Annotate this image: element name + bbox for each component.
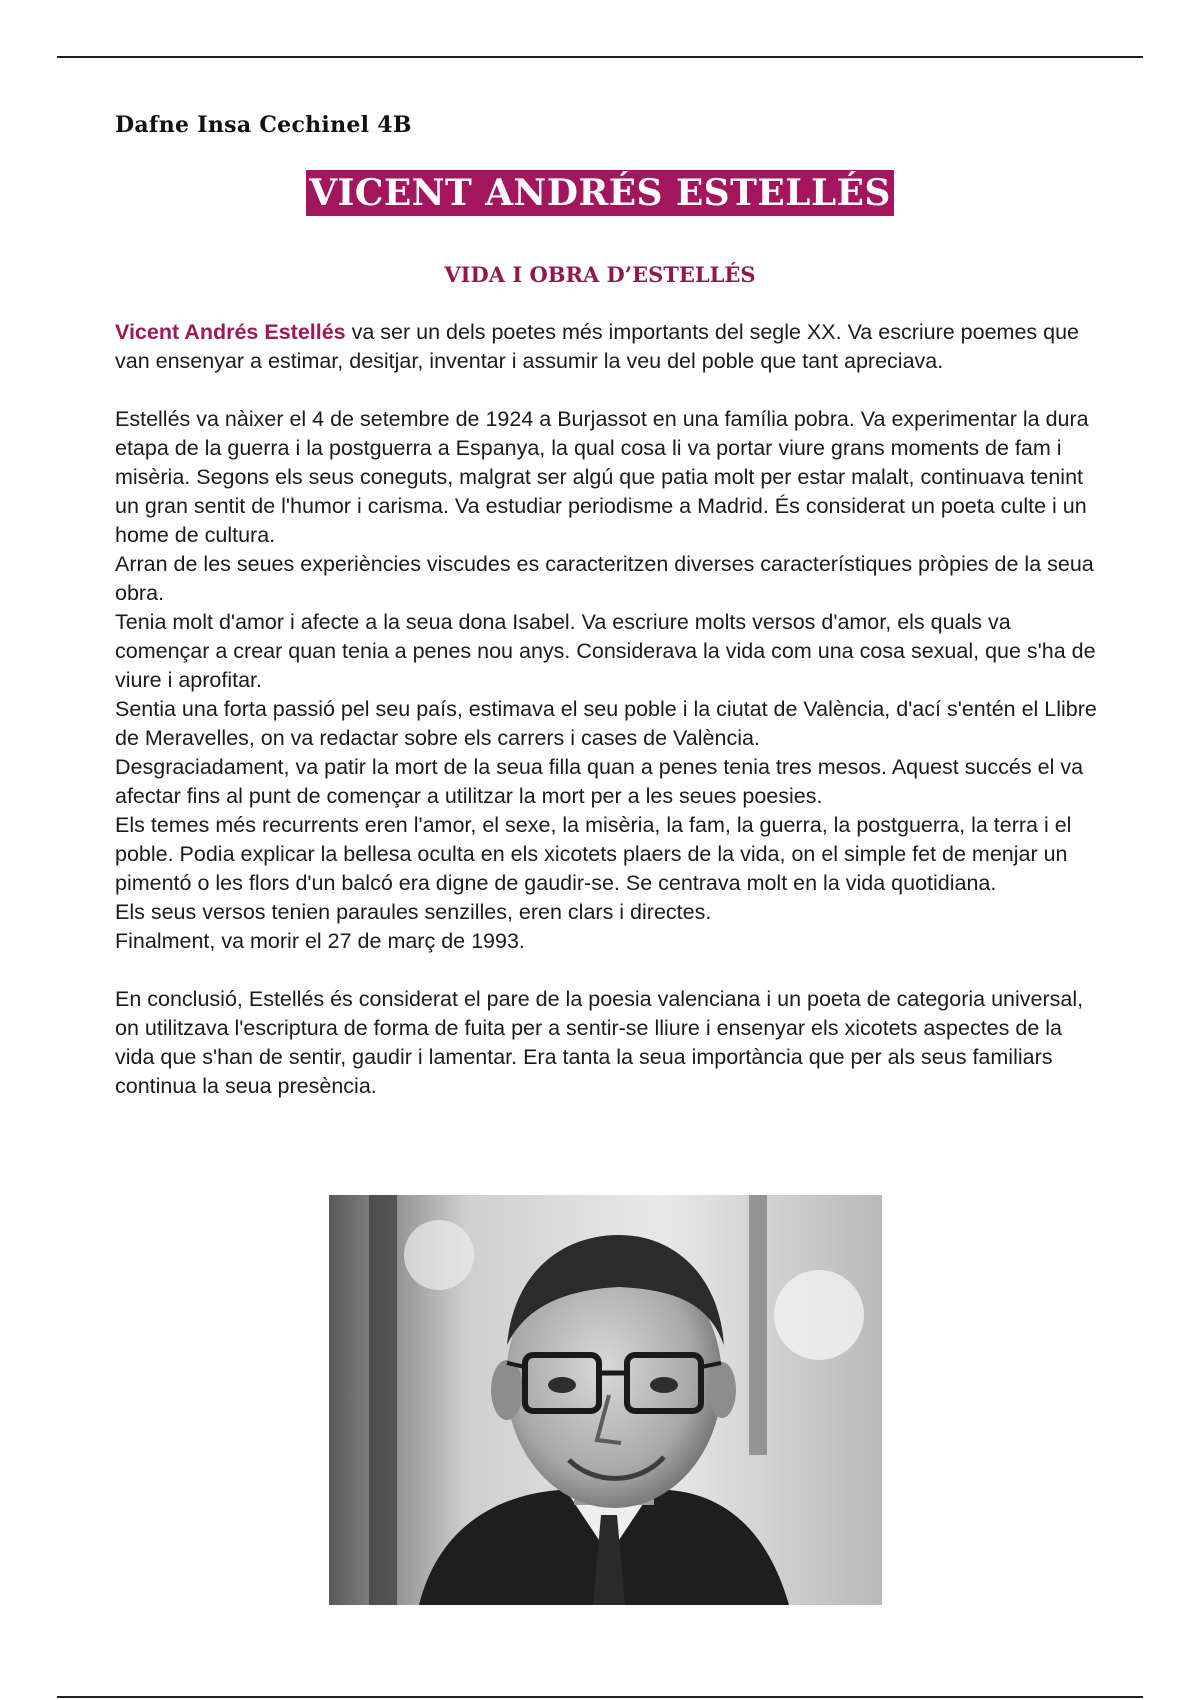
poet-portrait-photo bbox=[329, 1195, 882, 1605]
author-name: Dafne Insa Cechinel 4B bbox=[115, 112, 412, 138]
poet-name-highlight: Vicent Andrés Estellés bbox=[115, 320, 346, 344]
biography-paragraph: Estellés va nàixer el 4 de setembre de 1924 a Burjassot en una família pobra. Va experimentar la dura etapa de la guerra i la postguerra a Espanya, la qual cosa li va portar viure grans moments de fam i misèria. Segons els seus coneguts, malgrat ser algú que patia molt per estar malalt, continuava tenint un gran sentit de l'humor i carisma. Va estudiar periodisme a Madrid. És considerat un poeta culte i un home de cultura. bbox=[115, 407, 1089, 547]
document-body bbox=[115, 318, 1100, 1101]
paragraph-gap bbox=[115, 956, 1100, 985]
portrait-illustration bbox=[329, 1195, 882, 1605]
themes-paragraph: Els temes més recurrents eren l'amor, el sexe, la misèria, la fam, la guerra, la postguerra, la terra i el poble. Podia explicar la bellesa oculta en els xicotets plaers de la vida, on el simple fet de menjar un pimentó o les flors d'un balcó era digne de gaudir-se. Se centrava molt en la vida quotidiana. bbox=[115, 813, 1072, 895]
section-subtitle: VIDA I OBRA D’ESTELLÉS bbox=[444, 262, 756, 287]
works-paragraph: Arran de les seues experiències viscudes es caracteritzen diverses característiques pròpies de la seua obra. bbox=[115, 552, 1094, 605]
intro-paragraph bbox=[115, 318, 1100, 376]
love-paragraph: Tenia molt d'amor i afecte a la seua dona Isabel. Va escriure molts versos d'amor, els quals va començar a crear quan tenia a penes nou anys. Considerava la vida com una cosa sexual, que s'ha de viure i aprofitar. bbox=[115, 610, 1096, 692]
top-divider bbox=[57, 56, 1143, 58]
style-paragraph: Els seus versos tenien paraules senzilles, eren clars i directes. bbox=[115, 900, 712, 924]
bottom-divider bbox=[57, 1696, 1143, 1698]
paragraph-gap bbox=[115, 376, 1100, 405]
death-paragraph: Finalment, va morir el 27 de març de 1993. bbox=[115, 929, 525, 953]
conclusion-paragraph: En conclusió, Estellés és considerat el pare de la poesia valenciana i un poeta de categoria universal, on utilitzava l'escriptura de forma de fuita per a sentir-se lliure i ensenyar els xicotets aspectes de la vida que s'han de sentir, gaudir i lamentar. Era tanta la seua importància que per als seus familiars continua la seua presència. bbox=[115, 987, 1084, 1098]
homeland-paragraph: Sentia una forta passió pel seu país, estimava el seu poble i la ciutat de València, d'ací s'entén el Llibre de Meravelles, on va redactar sobre els carrers i cases de València. bbox=[115, 697, 1097, 750]
title-block bbox=[115, 170, 1085, 216]
page-title: VICENT ANDRÉS ESTELLÉS bbox=[306, 170, 894, 216]
intro-text: va ser un dels poetes més importants del segle XX. Va escriure poemes que van ensenyar a estimar, desitjar, inventar i assumir la veu del poble que tant apreciava. bbox=[115, 320, 1080, 373]
daughter-paragraph: Desgraciadament, va patir la mort de la seua filla quan a penes tenia tres mesos. Aquest succés el va afectar fins al punt de començar a utilitzar la mort per a les seues poesies. bbox=[115, 755, 1084, 808]
